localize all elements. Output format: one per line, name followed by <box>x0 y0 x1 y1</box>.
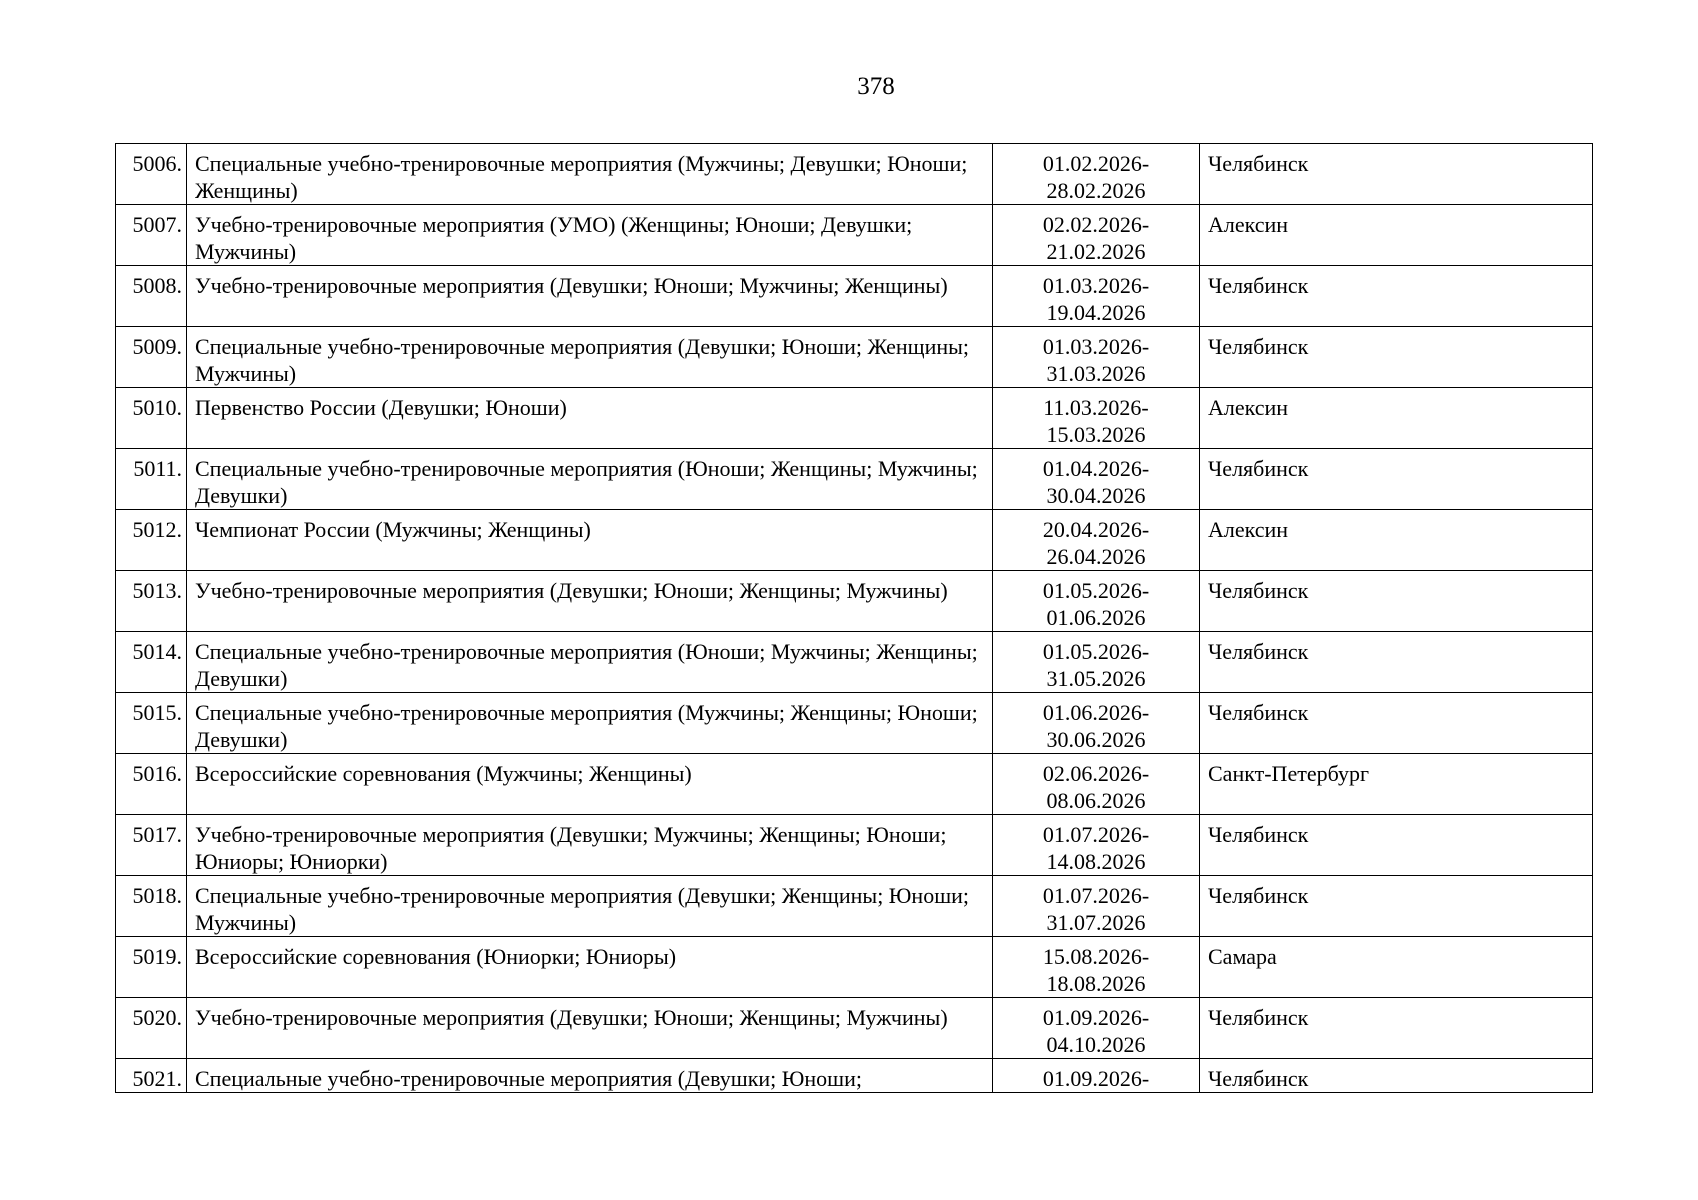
event-number: 5014. <box>116 632 187 693</box>
date-start: 02.06.2026- <box>1042 761 1150 786</box>
page-number: 378 <box>857 73 895 100</box>
event-dates <box>993 449 1200 510</box>
event-name: Учебно-тренировочные мероприятия (Девушки; Юноши; Женщины; Мужчины) <box>187 998 993 1059</box>
date-end: 18.08.2026 <box>1046 971 1146 996</box>
table-row <box>116 449 1593 510</box>
date-start: 20.04.2026- <box>1042 517 1150 542</box>
event-place: Алексин <box>1200 205 1593 266</box>
date-end: 01.06.2026 <box>1046 605 1146 630</box>
event-dates <box>993 266 1200 327</box>
event-name: Специальные учебно-тренировочные мероприятия (Девушки; Юноши; Женщины; Мужчины) <box>187 327 993 388</box>
event-name: Специальные учебно-тренировочные мероприятия (Девушки; Юноши; <box>187 1059 993 1093</box>
event-name: Специальные учебно-тренировочные мероприятия (Юноши; Женщины; Мужчины; Девушки) <box>187 449 993 510</box>
date-end: 19.04.2026 <box>1046 300 1146 325</box>
event-name: Учебно-тренировочные мероприятия (Девушки; Юноши; Женщины; Мужчины) <box>187 571 993 632</box>
event-place: Челябинск <box>1200 876 1593 937</box>
event-dates <box>993 1059 1200 1093</box>
event-place: Самара <box>1200 937 1593 998</box>
table-row <box>116 815 1593 876</box>
table-row <box>116 510 1593 571</box>
event-dates <box>993 144 1200 205</box>
date-start: 01.09.2026- <box>1042 1005 1150 1030</box>
table-row <box>116 327 1593 388</box>
event-name: Чемпионат России (Мужчины; Женщины) <box>187 510 993 571</box>
event-place: Челябинск <box>1200 815 1593 876</box>
event-number: 5011. <box>116 449 187 510</box>
event-dates <box>993 205 1200 266</box>
date-end: 14.08.2026 <box>1046 849 1146 874</box>
date-start: 11.03.2026- <box>1043 395 1149 420</box>
event-number: 5010. <box>116 388 187 449</box>
event-name: Учебно-тренировочные мероприятия (Девушки; Мужчины; Женщины; Юноши; Юниоры; Юниорки) <box>187 815 993 876</box>
table-row <box>116 632 1593 693</box>
event-dates <box>993 632 1200 693</box>
event-place: Алексин <box>1200 510 1593 571</box>
event-place: Санкт-Петербург <box>1200 754 1593 815</box>
event-place: Челябинск <box>1200 1059 1593 1093</box>
event-place: Челябинск <box>1200 632 1593 693</box>
date-end: 30.06.2026 <box>1046 727 1146 752</box>
date-start: 01.07.2026- <box>1042 822 1150 847</box>
event-name: Специальные учебно-тренировочные мероприятия (Юноши; Мужчины; Женщины; Девушки) <box>187 632 993 693</box>
event-place: Челябинск <box>1200 693 1593 754</box>
event-dates <box>993 876 1200 937</box>
table-row <box>116 388 1593 449</box>
table-row <box>116 1059 1593 1093</box>
event-dates <box>993 937 1200 998</box>
event-place: Челябинск <box>1200 571 1593 632</box>
date-start: 01.02.2026- <box>1042 151 1150 176</box>
date-end: 15.03.2026 <box>1046 422 1146 447</box>
date-start: 01.03.2026- <box>1042 273 1150 298</box>
event-number: 5006. <box>116 144 187 205</box>
event-place: Челябинск <box>1200 998 1593 1059</box>
date-end: 30.04.2026 <box>1046 483 1146 508</box>
event-name: Первенство России (Девушки; Юноши) <box>187 388 993 449</box>
event-place: Челябинск <box>1200 327 1593 388</box>
event-place: Алексин <box>1200 388 1593 449</box>
event-dates <box>993 571 1200 632</box>
event-dates <box>993 693 1200 754</box>
event-number: 5020. <box>116 998 187 1059</box>
table-row <box>116 266 1593 327</box>
event-number: 5021. <box>116 1059 187 1093</box>
event-place: Челябинск <box>1200 144 1593 205</box>
event-number: 5009. <box>116 327 187 388</box>
date-end: 26.04.2026 <box>1046 544 1146 569</box>
event-dates <box>993 510 1200 571</box>
event-name: Всероссийские соревнования (Юниорки; Юниоры) <box>187 937 993 998</box>
event-number: 5016. <box>116 754 187 815</box>
table-row <box>116 693 1593 754</box>
event-dates <box>993 388 1200 449</box>
date-start: 01.07.2026- <box>1042 883 1150 908</box>
event-number: 5007. <box>116 205 187 266</box>
table-row <box>116 754 1593 815</box>
event-dates <box>993 754 1200 815</box>
event-name: Всероссийские соревнования (Мужчины; Женщины) <box>187 754 993 815</box>
date-start: 01.09.2026- <box>1042 1066 1150 1091</box>
event-name: Учебно-тренировочные мероприятия (Девушки; Юноши; Мужчины; Женщины) <box>187 266 993 327</box>
event-number: 5015. <box>116 693 187 754</box>
event-name: Учебно-тренировочные мероприятия (УМО) (Женщины; Юноши; Девушки; Мужчины) <box>187 205 993 266</box>
date-start: 01.05.2026- <box>1042 639 1150 664</box>
event-number: 5013. <box>116 571 187 632</box>
table-row <box>116 144 1593 205</box>
event-number: 5017. <box>116 815 187 876</box>
date-start: 01.06.2026- <box>1042 700 1150 725</box>
table-row <box>116 876 1593 937</box>
date-end: 31.05.2026 <box>1046 666 1146 691</box>
event-name: Специальные учебно-тренировочные мероприятия (Девушки; Женщины; Юноши; Мужчины) <box>187 876 993 937</box>
event-name: Специальные учебно-тренировочные мероприятия (Мужчины; Девушки; Юноши; Женщины) <box>187 144 993 205</box>
date-end: 28.02.2026 <box>1046 178 1146 203</box>
event-number: 5008. <box>116 266 187 327</box>
date-end: 21.02.2026 <box>1046 239 1146 264</box>
date-start: 01.05.2026- <box>1042 578 1150 603</box>
date-start: 15.08.2026- <box>1042 944 1150 969</box>
table-row <box>116 571 1593 632</box>
date-end: 31.03.2026 <box>1046 361 1146 386</box>
event-name: Специальные учебно-тренировочные мероприятия (Мужчины; Женщины; Юноши; Девушки) <box>187 693 993 754</box>
date-end: 31.07.2026 <box>1046 910 1146 935</box>
date-end: 08.06.2026 <box>1046 788 1146 813</box>
event-place: Челябинск <box>1200 266 1593 327</box>
event-number: 5018. <box>116 876 187 937</box>
event-dates <box>993 998 1200 1059</box>
event-place: Челябинск <box>1200 449 1593 510</box>
date-start: 01.03.2026- <box>1042 334 1150 359</box>
events-table <box>115 143 1593 1093</box>
event-number: 5019. <box>116 937 187 998</box>
date-start: 02.02.2026- <box>1042 212 1150 237</box>
event-dates <box>993 815 1200 876</box>
table-row <box>116 937 1593 998</box>
date-start: 01.04.2026- <box>1042 456 1150 481</box>
event-number: 5012. <box>116 510 187 571</box>
date-end: 04.10.2026 <box>1046 1032 1146 1057</box>
table-row <box>116 205 1593 266</box>
event-dates <box>993 327 1200 388</box>
table-row <box>116 998 1593 1059</box>
